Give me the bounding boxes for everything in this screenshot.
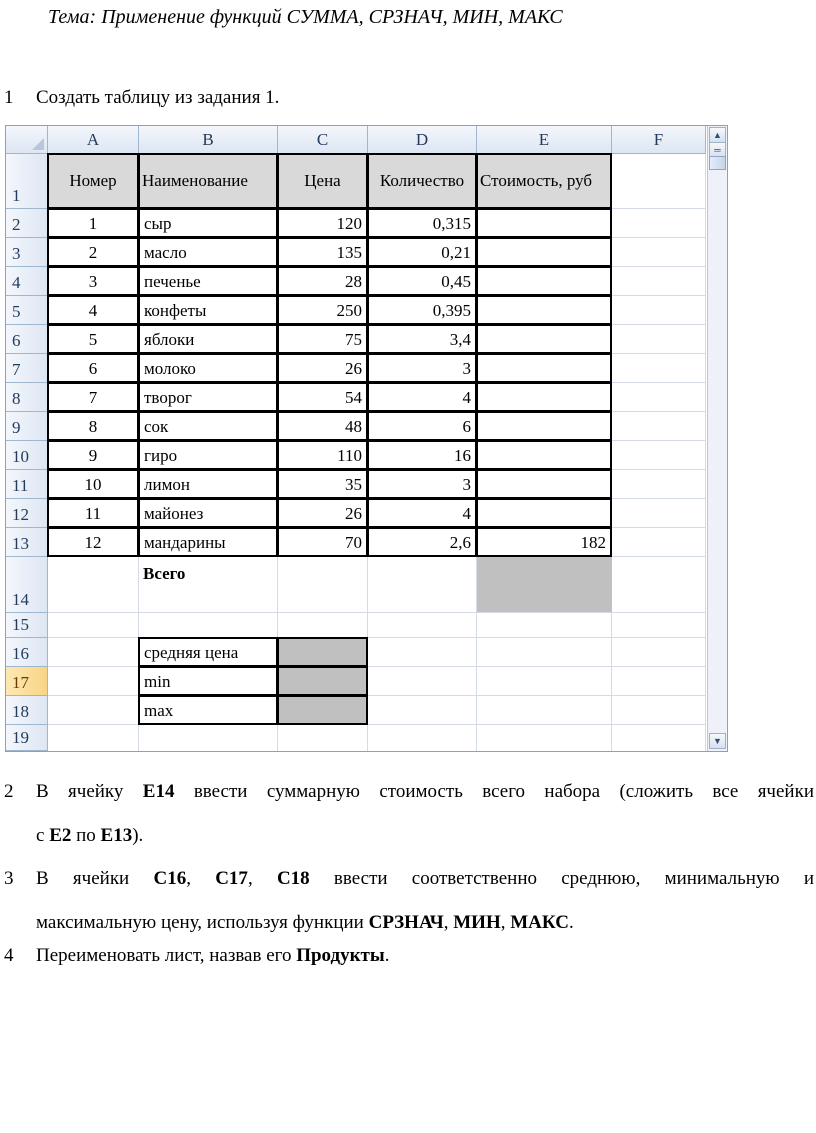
stat-value-cell[interactable] bbox=[277, 695, 368, 725]
data-cell-b[interactable]: масло bbox=[138, 237, 278, 267]
scroll-down-icon[interactable]: ▼ bbox=[709, 733, 726, 749]
stat-label: max bbox=[138, 695, 278, 725]
data-cell-b[interactable]: молоко bbox=[138, 353, 278, 383]
task-text-line: максимальную цену, используя функции СРЗНАЧ, МИН, МАКС. bbox=[36, 912, 574, 933]
row-header-1[interactable]: 1 bbox=[6, 154, 48, 209]
data-cell-e[interactable] bbox=[476, 266, 612, 296]
select-all-corner[interactable] bbox=[6, 126, 48, 154]
row-header-8[interactable]: 8 bbox=[6, 383, 48, 412]
data-cell-c[interactable]: 250 bbox=[277, 295, 368, 325]
data-cell-b[interactable]: майонез bbox=[138, 498, 278, 528]
data-cell-a[interactable]: 3 bbox=[47, 266, 139, 296]
data-cell-b[interactable]: конфеты bbox=[138, 295, 278, 325]
data-cell-c[interactable]: 75 bbox=[277, 324, 368, 354]
data-cell-a[interactable]: 7 bbox=[47, 382, 139, 412]
column-header-f[interactable]: F bbox=[612, 126, 706, 154]
header-cell-e[interactable]: Стоимость, руб bbox=[476, 153, 612, 209]
data-cell-b[interactable]: сок bbox=[138, 411, 278, 441]
row-header-4[interactable]: 4 bbox=[6, 267, 48, 296]
scroll-up-icon[interactable]: ▲ bbox=[709, 127, 726, 143]
row-header-17[interactable]: 17 bbox=[6, 667, 48, 696]
row-header-13[interactable]: 13 bbox=[6, 528, 48, 557]
row-header-9[interactable]: 9 bbox=[6, 412, 48, 441]
gridline bbox=[48, 612, 706, 613]
stat-value-cell[interactable] bbox=[277, 637, 368, 667]
data-cell-e[interactable] bbox=[476, 440, 612, 470]
data-cell-d[interactable]: 0,45 bbox=[367, 266, 477, 296]
column-header-b[interactable]: B bbox=[139, 126, 278, 154]
data-cell-a[interactable]: 1 bbox=[47, 208, 139, 238]
row-header-7[interactable]: 7 bbox=[6, 354, 48, 383]
total-label: Всего bbox=[143, 564, 186, 583]
data-cell-c[interactable]: 35 bbox=[277, 469, 368, 499]
data-cell-c[interactable]: 26 bbox=[277, 353, 368, 383]
row-header-12[interactable]: 12 bbox=[6, 499, 48, 528]
task-number: 4 bbox=[4, 945, 14, 966]
task-text-line: с E2 по E13). bbox=[36, 825, 144, 846]
header-cell-a[interactable]: Номер bbox=[47, 153, 139, 209]
data-cell-d[interactable]: 3,4 bbox=[367, 324, 477, 354]
data-cell-c[interactable]: 135 bbox=[277, 237, 368, 267]
data-cell-d[interactable]: 16 bbox=[367, 440, 477, 470]
data-cell-a[interactable]: 2 bbox=[47, 237, 139, 267]
row-header-11[interactable]: 11 bbox=[6, 470, 48, 499]
data-cell-e[interactable] bbox=[476, 353, 612, 383]
task-text-line: В ячейку E14 ввести суммарную стоимость всего набора (сложить все ячейки bbox=[36, 781, 814, 802]
stat-label: средняя цена bbox=[138, 637, 278, 667]
data-cell-b[interactable]: сыр bbox=[138, 208, 278, 238]
data-cell-e[interactable] bbox=[476, 295, 612, 325]
data-cell-b[interactable]: гиро bbox=[138, 440, 278, 470]
header-cell-b[interactable]: Наименование bbox=[138, 153, 278, 209]
task-number: 2 bbox=[4, 781, 14, 802]
row-header-10[interactable]: 10 bbox=[6, 441, 48, 470]
column-header-a[interactable]: A bbox=[48, 126, 139, 154]
data-cell-a[interactable]: 6 bbox=[47, 353, 139, 383]
data-cell-a[interactable]: 8 bbox=[47, 411, 139, 441]
row-header-18[interactable]: 18 bbox=[6, 696, 48, 725]
task-text: Создать таблицу из задания 1. bbox=[36, 87, 280, 108]
data-cell-d[interactable]: 0,315 bbox=[367, 208, 477, 238]
data-cell-a[interactable]: 4 bbox=[47, 295, 139, 325]
data-cell-c[interactable]: 120 bbox=[277, 208, 368, 238]
row-header-19[interactable]: 19 bbox=[6, 725, 48, 751]
stat-label: min bbox=[138, 666, 278, 696]
data-cell-e[interactable] bbox=[476, 498, 612, 528]
data-cell-c[interactable]: 110 bbox=[277, 440, 368, 470]
column-header-d[interactable]: D bbox=[368, 126, 477, 154]
row-header-6[interactable]: 6 bbox=[6, 325, 48, 354]
row-header-14[interactable]: 14 bbox=[6, 557, 48, 613]
data-cell-d[interactable]: 3 bbox=[367, 353, 477, 383]
data-cell-e[interactable] bbox=[476, 382, 612, 412]
spreadsheet[interactable] bbox=[5, 125, 728, 752]
data-cell-a[interactable]: 5 bbox=[47, 324, 139, 354]
data-cell-d[interactable]: 0,21 bbox=[367, 237, 477, 267]
data-cell-e[interactable] bbox=[476, 208, 612, 238]
stat-value-cell[interactable] bbox=[277, 666, 368, 696]
page-title: Тема: Применение функций СУММА, СРЗНАЧ, МИН, МАКС bbox=[48, 6, 563, 28]
data-cell-a[interactable]: 9 bbox=[47, 440, 139, 470]
header-cell-c[interactable]: Цена bbox=[277, 153, 368, 209]
data-cell-d[interactable]: 4 bbox=[367, 498, 477, 528]
data-cell-c[interactable]: 28 bbox=[277, 266, 368, 296]
data-cell-e[interactable]: 182 bbox=[476, 527, 612, 557]
data-cell-d[interactable]: 6 bbox=[367, 411, 477, 441]
data-cell-e[interactable] bbox=[476, 469, 612, 499]
data-cell-e[interactable] bbox=[476, 324, 612, 354]
data-cell-d[interactable]: 3 bbox=[367, 469, 477, 499]
total-cell-e14[interactable] bbox=[477, 557, 612, 612]
split-handle[interactable]: ═ bbox=[709, 142, 726, 158]
vertical-scrollbar[interactable] bbox=[707, 126, 727, 751]
task-number: 1 bbox=[4, 87, 14, 108]
data-cell-a[interactable]: 11 bbox=[47, 498, 139, 528]
data-cell-b[interactable]: мандарины bbox=[138, 527, 278, 557]
data-cell-d[interactable]: 0,395 bbox=[367, 295, 477, 325]
row-header-3[interactable]: 3 bbox=[6, 238, 48, 267]
data-cell-a[interactable]: 10 bbox=[47, 469, 139, 499]
data-cell-d[interactable]: 4 bbox=[367, 382, 477, 412]
column-header-c[interactable]: C bbox=[278, 126, 368, 154]
data-cell-b[interactable]: творог bbox=[138, 382, 278, 412]
column-header-e[interactable]: E bbox=[477, 126, 612, 154]
data-cell-c[interactable]: 70 bbox=[277, 527, 368, 557]
data-cell-b[interactable]: лимон bbox=[138, 469, 278, 499]
scroll-thumb[interactable] bbox=[709, 156, 726, 170]
header-cell-d[interactable]: Количество bbox=[367, 153, 477, 209]
row-header-2[interactable]: 2 bbox=[6, 209, 48, 238]
data-cell-e[interactable] bbox=[476, 411, 612, 441]
data-cell-b[interactable]: яблоки bbox=[138, 324, 278, 354]
task-number: 3 bbox=[4, 868, 14, 889]
data-cell-b[interactable]: печенье bbox=[138, 266, 278, 296]
data-cell-c[interactable]: 26 bbox=[277, 498, 368, 528]
data-cell-e[interactable] bbox=[476, 237, 612, 267]
gridline bbox=[705, 154, 706, 751]
data-cell-a[interactable]: 12 bbox=[47, 527, 139, 557]
row-header-15[interactable]: 15 bbox=[6, 613, 48, 638]
task-text-line: В ячейки С16, С17, С18 ввести соответственно среднюю, минимальную и bbox=[36, 868, 815, 889]
data-cell-c[interactable]: 54 bbox=[277, 382, 368, 412]
data-cell-c[interactable]: 48 bbox=[277, 411, 368, 441]
data-cell-d[interactable]: 2,6 bbox=[367, 527, 477, 557]
row-header-5[interactable]: 5 bbox=[6, 296, 48, 325]
row-header-16[interactable]: 16 bbox=[6, 638, 48, 667]
